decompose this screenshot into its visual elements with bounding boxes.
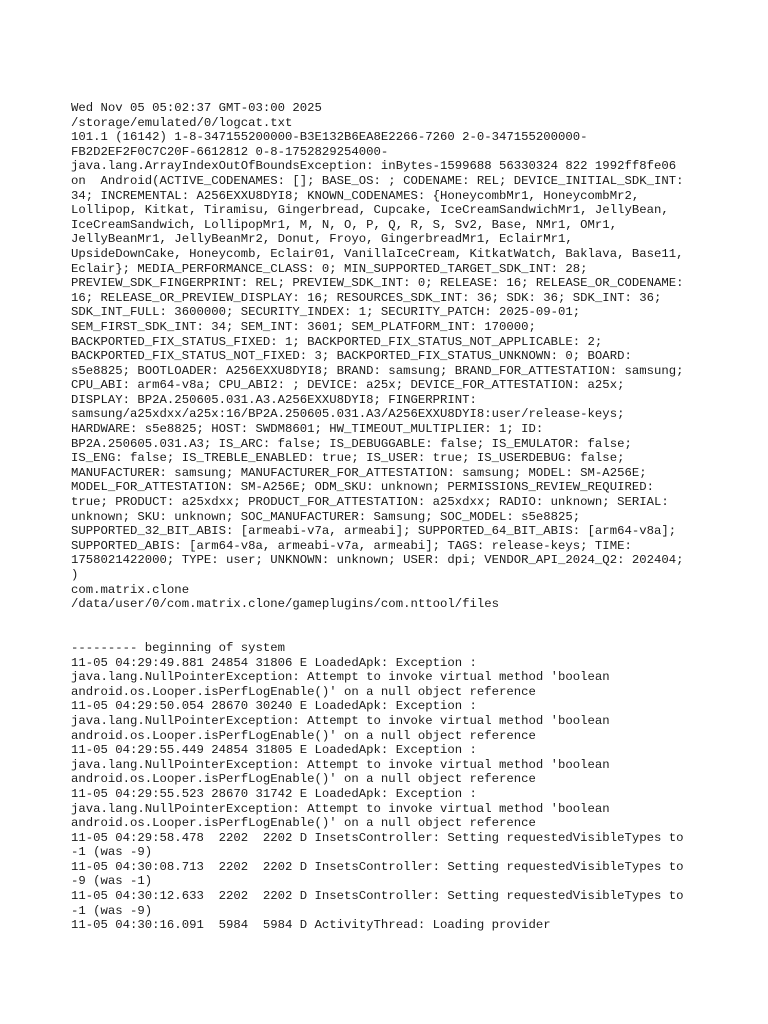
log-line: MANUFACTURER: samsung; MANUFACTURER_FOR_ATTESTATION: samsung; MODEL: SM-A256E; <box>71 465 647 480</box>
log-line: 11-05 04:30:08.713 2202 2202 D InsetsController: Setting requestedVisibleTypes to <box>71 859 684 874</box>
log-line: SUPPORTED_32_BIT_ABIS: [armeabi-v7a, armeabi]; SUPPORTED_64_BIT_ABIS: [arm64-v8a]; <box>71 524 677 539</box>
log-line: android.os.Looper.isPerfLogEnable()' on a null object reference <box>71 816 536 831</box>
log-line: 11-05 04:29:50.054 28670 30240 E LoadedApk: Exception : <box>71 699 477 714</box>
log-line: 11-05 04:29:49.881 24854 31806 E LoadedApk: Exception : <box>71 655 477 670</box>
log-line: PREVIEW_SDK_FINGERPRINT: REL; PREVIEW_SDK_INT: 0; RELEASE: 16; RELEASE_OR_CODENAME: <box>71 276 684 291</box>
blank-line <box>71 626 721 641</box>
log-line: 11-05 04:29:55.523 28670 31742 E LoadedApk: Exception : <box>71 786 477 801</box>
log-line: IceCreamSandwich, LollipopMr1, M, N, O, P, Q, R, S, Sv2, Base, NMr1, OMr1, <box>71 217 618 232</box>
log-line: /storage/emulated/0/logcat.txt <box>71 115 293 130</box>
log-line: SEM_FIRST_SDK_INT: 34; SEM_INT: 3601; SEM_PLATFORM_INT: 170000; <box>71 319 536 334</box>
log-line: true; PRODUCT: a25xdxx; PRODUCT_FOR_ATTESTATION: a25xdxx; RADIO: unknown; SERIAL: <box>71 495 669 510</box>
log-line: android.os.Looper.isPerfLogEnable()' on a null object reference <box>71 728 536 743</box>
log-line: CPU_ABI: arm64-v8a; CPU_ABI2: ; DEVICE: a25x; DEVICE_FOR_ATTESTATION: a25x; <box>71 378 625 393</box>
log-line: Eclair}; MEDIA_PERFORMANCE_CLASS: 0; MIN_SUPPORTED_TARGET_SDK_INT: 28; <box>71 261 588 276</box>
log-line: java.lang.ArrayIndexOutOfBoundsException: inBytes-1599688 56330324 822 1992ff8fe06 <box>71 159 677 174</box>
log-line: java.lang.NullPointerException: Attempt to invoke virtual method 'boolean <box>71 713 610 728</box>
log-line: BP2A.250605.031.A3; IS_ARC: false; IS_DEBUGGABLE: false; IS_EMULATOR: false; <box>71 436 632 451</box>
log-line: SUPPORTED_ABIS: [arm64-v8a, armeabi-v7a, armeabi]; TAGS: release-keys; TIME: <box>71 538 632 553</box>
log-line: 34; INCREMENTAL: A256EXXU8DYI8; KNOWN_CODENAMES: {HoneycombMr1, HoneycombMr2, <box>71 188 640 203</box>
log-line: --------- beginning of system <box>71 640 286 655</box>
logcat-document <box>71 101 721 933</box>
log-line: BACKPORTED_FIX_STATUS_NOT_FIXED: 3; BACKPORTED_FIX_STATUS_UNKNOWN: 0; BOARD: <box>71 349 632 364</box>
log-line: 11-05 04:30:12.633 2202 2202 D InsetsController: Setting requestedVisibleTypes to <box>71 889 684 904</box>
log-line: SDK_INT_FULL: 3600000; SECURITY_INDEX: 1; SECURITY_PATCH: 2025-09-01; <box>71 305 581 320</box>
log-line: samsung/a25xdxx/a25x:16/BP2A.250605.031.A3/A256EXXU8DYI8:user/release-keys; <box>71 407 625 422</box>
log-line: IS_ENG: false; IS_TREBLE_ENABLED: true; IS_USER: true; IS_USERDEBUG: false; <box>71 451 625 466</box>
log-line: HARDWARE: s5e8825; HOST: SWDM8601; HW_TIMEOUT_MULTIPLIER: 1; ID: <box>71 422 544 437</box>
log-line: 11-05 04:30:16.091 5984 5984 D ActivityThread: Loading provider <box>71 918 551 933</box>
log-line: BACKPORTED_FIX_STATUS_FIXED: 1; BACKPORTED_FIX_STATUS_NOT_APPLICABLE: 2; <box>71 334 603 349</box>
blank-line <box>71 612 721 627</box>
log-line: Wed Nov 05 05:02:37 GMT-03:00 2025 <box>71 101 322 115</box>
log-line: 11-05 04:29:58.478 2202 2202 D InsetsController: Setting requestedVisibleTypes to <box>71 830 684 845</box>
log-line: DISPLAY: BP2A.250605.031.A3.A256EXXU8DYI8; FINGERPRINT: <box>71 392 477 407</box>
log-line: java.lang.NullPointerException: Attempt to invoke virtual method 'boolean <box>71 670 610 685</box>
log-line: 1758021422000; TYPE: user; UNKNOWN: unknown; USER: dpi; VENDOR_API_2024_Q2: 202404; <box>71 553 684 568</box>
log-line: java.lang.NullPointerException: Attempt to invoke virtual method 'boolean <box>71 801 610 816</box>
log-line: UpsideDownCake, Honeycomb, Eclair01, VanillaIceCream, KitkatWatch, Baklava, Base11, <box>71 246 684 261</box>
log-line: java.lang.NullPointerException: Attempt to invoke virtual method 'boolean <box>71 757 610 772</box>
log-line: s5e8825; BOOTLOADER: A256EXXU8DYI8; BRAND: samsung; BRAND_FOR_ATTESTATION: samsung; <box>71 363 684 378</box>
log-line: /data/user/0/com.matrix.clone/gameplugins/com.nttool/files <box>71 597 500 612</box>
log-line: FB2D2EF2F0C7C20F-6612812 0-8-1752829254000- <box>71 144 389 159</box>
log-line: android.os.Looper.isPerfLogEnable()' on a null object reference <box>71 684 536 699</box>
log-line: 11-05 04:29:55.449 24854 31805 E LoadedApk: Exception : <box>71 743 477 758</box>
log-line: com.matrix.clone <box>71 582 190 597</box>
log-line: android.os.Looper.isPerfLogEnable()' on a null object reference <box>71 772 536 787</box>
log-line: -9 (was -1) <box>71 874 153 889</box>
log-line: 16; RELEASE_OR_PREVIEW_DISPLAY: 16; RESOURCES_SDK_INT: 36; SDK: 36; SDK_INT: 36; <box>71 290 662 305</box>
log-line: Lollipop, Kitkat, Tiramisu, Gingerbread, Cupcake, IceCreamSandwichMr1, JellyBean, <box>71 203 669 218</box>
log-line: JellyBeanMr1, JellyBeanMr2, Donut, Froyo, GingerbreadMr1, EclairMr1, <box>71 232 573 247</box>
log-line: MODEL_FOR_ATTESTATION: SM-A256E; ODM_SKU: unknown; PERMISSIONS_REVIEW_REQUIRED: <box>71 480 654 495</box>
log-line: unknown; SKU: unknown; SOC_MANUFACTURER: Samsung; SOC_MODEL: s5e8825; <box>71 509 581 524</box>
log-line: on Android(ACTIVE_CODENAMES: []; BASE_OS: ; CODENAME: REL; DEVICE_INITIAL_SDK_INT: <box>71 173 684 188</box>
log-line: -1 (was -9) <box>71 903 153 918</box>
log-line: -1 (was -9) <box>71 845 153 860</box>
log-line: 101.1 (16142) 1-8-347155200000-B3E132B6EA8E2266-7260 2-0-347155200000- <box>71 130 588 145</box>
log-line: ) <box>71 568 79 582</box>
